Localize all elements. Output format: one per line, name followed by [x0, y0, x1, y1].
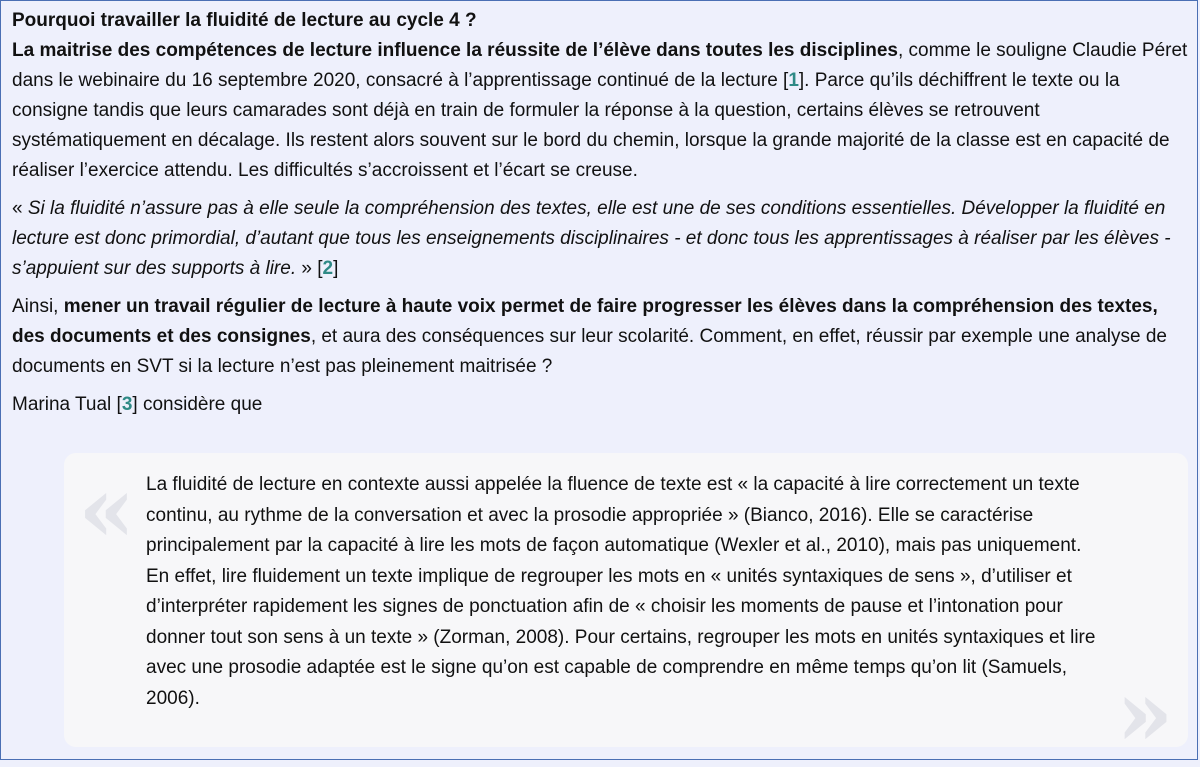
footnote-ref-3[interactable]: 3 [121, 394, 133, 415]
paragraph-marina-end: ] considère que [132, 394, 263, 415]
paragraph-intro [12, 36, 1188, 186]
quote-open: « [12, 198, 28, 219]
close-quote-icon: » [1116, 659, 1174, 767]
quote-end: ] [333, 258, 339, 279]
blockquote-text: La fluidité de lecture en contexte aussi appelée la fluence de texte est « la capacité à lire correctement un texte continu, au rythme de la conversation et avec la prosodie appropriée » (Bianco, 2016). Elle se caractérise principalement par la capacité à lire les mots de façon automatique (Wexler et al., 2010), mais pas uniquement. En effet, lire fluidement un texte implique de regrouper les mots en « unités syntaxiques de sens », d’utiliser et d’interpréter rapidement les signes de ponctuation afin de « choisir les moments de pause et l’intonation pour donner tout son sens à un texte » (Zorman, 2008). Pour certains, regrouper les mots en unités syntaxiques et lire avec une prosodie adaptée est le signe qu’on est capable de comprendre en même temps qu’on lit (Samuels, 2006). [146, 474, 1096, 709]
paragraph-marina-start: Marina Tual [ [12, 394, 122, 415]
paragraph-ainsi-bold: mener un travail régulier de lecture à haute voix permet de faire progresser les élèves dans la compréhension des textes, des documents et des consignes [12, 296, 1158, 347]
quote-italic-text: Si la fluidité n’assure pas à elle seule la compréhension des textes, elle est une de ses conditions essentielles. Développer la fluidité en lecture est donc primordial, d’autant que tous les enseignements disciplinaires - et donc tous les apprentissages à réaliser par les élèves - s’appuient sur des supports à lire. [12, 198, 1171, 279]
paragraph-intro-text-a: , comme le souligne Claudie Péret dans le webinaire du 16 septembre 2020, consacré à l’apprentissage continué de la lecture [ [12, 40, 1188, 91]
paragraph-ainsi-start: Ainsi, [12, 296, 64, 317]
open-quote-icon: « [78, 455, 136, 563]
paragraph-quote [12, 194, 1188, 284]
quote-close: » [ [296, 258, 323, 279]
paragraph-intro-bold: La maitrise des compétences de lecture influence la réussite de l’élève dans toutes les disciplines [12, 40, 898, 61]
blockquote [64, 453, 1188, 767]
paragraph-ainsi-rest: , et aura des conséquences sur leur scolarité. Comment, en effet, réussir par exemple une analyse de documents en SVT si la lecture n’est pas pleinement maitrisée ? [12, 326, 1167, 377]
paragraph-ainsi [12, 292, 1188, 382]
paragraph-marina [12, 390, 1188, 420]
article-content [12, 6, 1188, 428]
section-title: Pourquoi travailler la fluidité de lecture au cycle 4 ? [12, 10, 477, 31]
paragraph-intro-text-b: ]. Parce qu’ils déchiffrent le texte ou la consigne tandis que leurs camarades sont déjà en train de formuler la réponse à la question, certains élèves se retrouvent systématiquement en décalage. Ils restent alors souvent sur le bord du chemin, lorsque la grande majorité de la classe est en capacité de réaliser l’exercice attendu. Les difficultés s’accroissent et l’écart se creuse. [12, 70, 1170, 181]
footnote-ref-2[interactable]: 2 [322, 258, 334, 279]
footnote-ref-1[interactable]: 1 [788, 70, 799, 91]
